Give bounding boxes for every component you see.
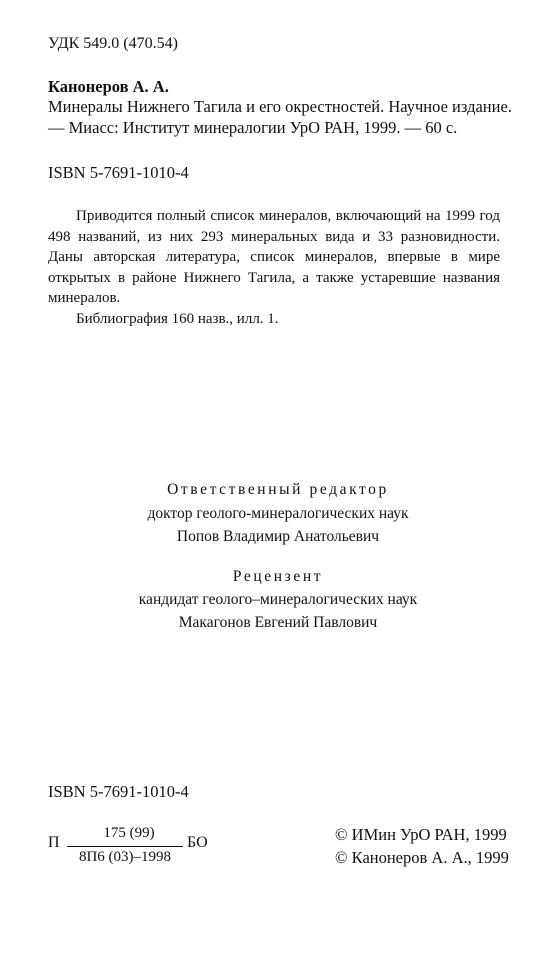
copyright-author: © Канонеров А. А., 1999 bbox=[335, 848, 509, 867]
author-name: Канонеров А. А. bbox=[48, 77, 169, 96]
abstract-text: Приводится полный список минералов, включающий на 1999 год 498 названий, из них 293 минеральных вида и 33 разновидности. Даны авторская литература, список минералов, впервые в мире открытых в районе Нижнего Тагила, а также устаревшие названия минералов. bbox=[48, 208, 500, 306]
reviewer-heading: Рецензент bbox=[232, 568, 324, 585]
copyright-institute: © ИМин УрО РАН, 1999 bbox=[335, 825, 507, 844]
code-numerator: 175 (99) bbox=[103, 825, 155, 841]
book-title-line-2: — Миасс: Институт минералогии УрО РАН, 1999. — 60 с. bbox=[48, 118, 458, 137]
code-suffix: БО bbox=[187, 834, 208, 851]
udc-code: УДК 549.0 (470.54) bbox=[48, 35, 178, 52]
editor-heading: Ответственный редактор bbox=[167, 481, 389, 498]
isbn-top: ISBN 5-7691-1010-4 bbox=[48, 163, 189, 182]
code-fraction-line bbox=[67, 846, 183, 847]
code-prefix: П bbox=[48, 834, 60, 851]
code-denominator: 8П6 (03)–1998 bbox=[78, 849, 172, 865]
book-title-line-1: Минералы Нижнего Тагила и его окрестностей. Научное издание. bbox=[48, 97, 512, 116]
reviewer-name: Макагонов Евгений Павлович bbox=[178, 614, 378, 631]
bibliography-note: Библиография 160 назв., илл. 1. bbox=[76, 310, 279, 327]
editor-degree: доктор геолого-минералогических наук bbox=[147, 505, 409, 522]
abstract bbox=[48, 206, 500, 329]
editor-name: Попов Владимир Анатольевич bbox=[176, 528, 380, 545]
isbn-bottom: ISBN 5-7691-1010-4 bbox=[48, 782, 189, 801]
reviewer-degree: кандидат геолого–минералогических наук bbox=[138, 591, 418, 608]
